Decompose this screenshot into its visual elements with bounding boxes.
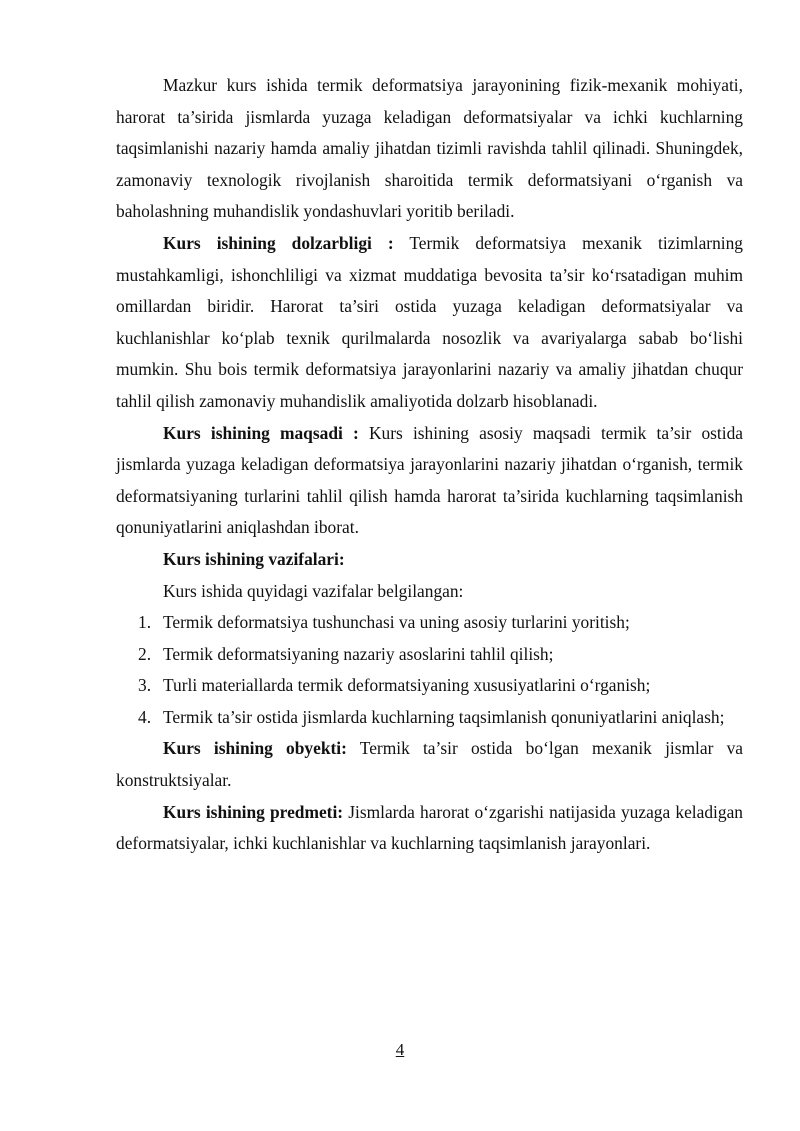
object-paragraph (116, 733, 743, 796)
list-item-text: Termik ta’sir ostida jismlarda kuchlarning taqsimlanish qonuniyatlarini aniqlash; (163, 706, 725, 727)
list-item-text: Termik deformatsiya tushunchasi va uning asosiy turlarini yoritish; (163, 612, 630, 633)
intro-paragraph: Mazkur kurs ishida termik deformatsiya jarayonining fizik-mexanik mohiyati, harorat ta’sirida jismlarda yuzaga keladigan deformatsiyalar va ichki kuchlarning taqsimlanishi nazariy hamda amaliy jihatdan tizimli ravishda tahlil qilinadi. Shuningdek, zamonaviy texnologik rivojlanish sharoitida termik deformatsiyani o‘rganish va baholashning muhandislik yondashuvlari yoritib beriladi. (116, 75, 743, 222)
subject-paragraph (116, 797, 743, 860)
list-item (138, 607, 743, 639)
list-item (138, 639, 743, 671)
relevance-label: Kurs ishining dolzarbligi : (163, 232, 394, 253)
subject-label: Kurs ishining predmeti: (163, 801, 344, 822)
relevance-paragraph (116, 228, 743, 418)
list-item (138, 702, 743, 734)
tasks-intro: Kurs ishida quyidagi vazifalar belgilangan: (163, 580, 464, 601)
goal-paragraph (116, 418, 743, 544)
page-number: 4 (395, 1040, 405, 1059)
goal-text: Kurs ishining asosiy maqsadi termik ta’sir ostida jismlarda yuzaga keladigan deformatsiya jarayonlarini nazariy jihatdan o‘rganish, termik deformatsiyaning turlarini tahlil qilish hamda harorat ta’sirida kuchlarning taqsimlanish qonuniyatlarini aniqlashdan iborat. (116, 422, 743, 538)
tasks-list (116, 607, 743, 733)
tasks-heading: Kurs ishining vazifalari: (163, 548, 345, 569)
relevance-text: Termik deformatsiya mexanik tizimlarning mustahkamligi, ishonchliligi va xizmat muddatiga bevosita ta’sir ko‘rsatadigan muhim omillardan biridir. Harorat ta’siri ostida yuzaga keladigan deformatsiyalar va kuchlanishlar ko‘plab texnik qurilmalarda nosozlik va avariyalarga sabab bo‘lishi mumkin. Shu bois termik deformatsiya jarayonlarini nazariy va amaliy jihatdan chuqur tahlil qilish zamonaviy muhandislik amaliyotida dolzarb hisoblanadi. (116, 232, 743, 411)
subject-text: Jismlarda harorat o‘zgarishi natijasida yuzaga keladigan deformatsiyalar, ichki kuchlanishlar va kuchlarning taqsimlanish jarayonlari. (116, 801, 743, 854)
list-item (138, 670, 743, 702)
object-label: Kurs ishining obyekti: (163, 738, 347, 759)
list-item-number: 3. (138, 675, 152, 696)
list-item-text: Turli materiallarda termik deformatsiyaning xususiyatlarini o‘rganish; (163, 675, 651, 696)
page-body (116, 70, 743, 860)
list-item-text: Termik deformatsiyaning nazariy asoslarini tahlil qilish; (163, 643, 554, 664)
list-item-number: 4. (138, 706, 152, 727)
list-item-number: 2. (138, 643, 152, 664)
list-item-number: 1. (138, 612, 152, 633)
goal-label: Kurs ishining maqsadi : (163, 422, 359, 443)
object-text: Termik ta’sir ostida bo‘lgan mexanik jismlar va konstruktsiyalar. (116, 738, 743, 791)
